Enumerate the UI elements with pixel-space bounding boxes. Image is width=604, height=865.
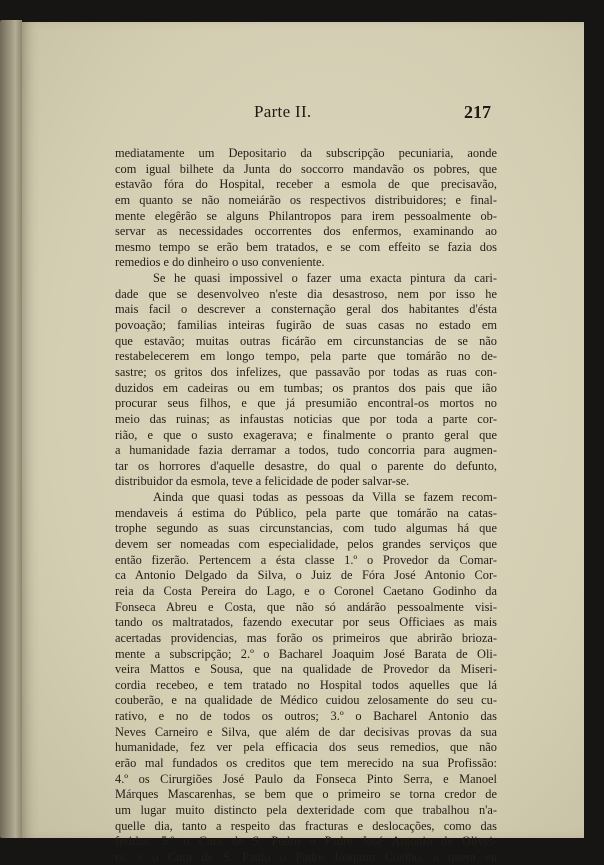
body-text — [115, 146, 497, 865]
text-line: devem ser nomeadas com especialidade, pelos grandes serviços que — [115, 537, 497, 552]
text-line: meio das ruinas; as infaustas noticias que por toda a parte cor- — [115, 411, 497, 426]
running-head — [22, 102, 584, 126]
text-line: tar os horrores d'aquelle desastre, do qual o parente do defunto, — [115, 458, 497, 473]
text-line: Fonseca Abreu e Costa, que não só andárão pessoalmente visi- — [115, 599, 497, 614]
text-line: com igual bilhete da Junta do soccorro mandavão os pobres, que — [115, 161, 497, 176]
text-line: Neves Carneiro e Silva, que além de dar decisivas provas da sua — [115, 724, 497, 739]
text-line: restabelecerem em longo tempo, pela parte que tomárão no de- — [115, 349, 497, 364]
text-line: trophe segundo as suas circunstancias, com tudo algumas há que — [115, 521, 497, 536]
text-line: dade que se desenvolveo n'este dia desastroso, nem por isso he — [115, 286, 497, 301]
running-title: Parte II. — [254, 102, 312, 121]
text-line: veira Mattos e Sousa, que na qualidade de Provedor da Miseri- — [115, 662, 497, 677]
text-line: cordia recebeo, e tem tratado no Hospital todos aquelles que lá — [115, 677, 497, 692]
text-line: Ainda que quasi todas as pessoas da Villa se fazem recom- — [153, 490, 497, 505]
text-line: rião, e que o susto exagerava; e finalmente o pranto geral que — [115, 427, 497, 442]
text-line: quelle dia, tanto a respeito das fracturas e deslocações, como das — [115, 818, 497, 833]
text-line: mente elegêrão se alguns Philantropos para irem pessoalmente ob- — [115, 208, 497, 223]
text-line: erão mal fundados os creditos que tem merecido na sua Profissão: — [115, 755, 497, 770]
text-line: mendaveis á estima do Público, pela parte que tomárão na catas- — [115, 505, 497, 520]
text-line: então fizerão. Pertencem a ésta classe 1.º o Provedor da Comar- — [115, 552, 497, 567]
text-line: povoação; familias inteiras fugirão de suas casas no estado em — [115, 318, 497, 333]
text-line: mesmo tempo se erão bem tratados, e se com effeito se fazia dos — [115, 239, 497, 254]
text-line: duzidos em cadeiras ou em tumbas; os prantos dos pais que ião — [115, 380, 497, 395]
text-line: estavão fóra do Hospital, receber a esmola de que precisavão, — [115, 177, 497, 192]
text-line: um lugar muito distincto pela dexteridade com que trabalhou n'a- — [115, 802, 497, 817]
text-line: reia da Costa Pereira do Lago, e o Coronel Caetano Godinho da — [115, 583, 497, 598]
text-line: sastre; os gritos dos infelizes, que passavão por todas as ruas con- — [115, 364, 497, 379]
text-line: tando os maltratados, fazendo executar por seus Officiaes as mais — [115, 615, 497, 630]
text-line: rativo, e no de todos os outros; 3.º o Bacharel Antonio das — [115, 709, 497, 724]
text-line: em quanto se não nomeiárão os respectivos distribuidores; e final- — [115, 192, 497, 207]
text-line: remedios e do dinheiro o uso conveniente. — [115, 255, 325, 270]
text-line: couberão, e na qualidade de Médico cuidou zelosamente do seu cu- — [115, 693, 497, 708]
text-line: ra, e o Cura de S. Paulo o Padre Joaquim Coelho, a quem eu — [115, 849, 497, 864]
text-line: que estavão; muitas outras ficárão em circunstancias de se não — [115, 333, 497, 348]
text-line: mediatamente um Depositario da subscripção pecuniaria, aonde — [115, 146, 497, 160]
text-line: humanidade, fez ver pela efficacia dos seus remedios, que não — [115, 740, 497, 755]
text-line: ca Antonio Delgado da Silva, o Juiz de Fóra José Antonio Cor- — [115, 568, 497, 583]
text-line: procurar seus filhos, e que já presumião encontral-os mortos no — [115, 396, 497, 411]
text-line: Se he quasi impossivel o fazer uma exacta pintura da cari- — [153, 271, 497, 286]
previous-page-edge — [0, 20, 22, 838]
text-line: servar as necessidades occorrentes dos enfermos, examinando ao — [115, 224, 497, 239]
text-line: mente a subscripção; 2.º o Bacharel Joaquim José Barata de Oli- — [115, 646, 497, 661]
text-line: acertadas providencias, mas forão os primeiros que abrirão brioza- — [115, 630, 497, 645]
book-page — [22, 22, 584, 864]
text-line: a humanidade fazia derramar a todos, tudo concorria para augmen- — [115, 443, 497, 458]
text-line: feridas: 5.º o Cura de S. Pedro o Padre José Antonio de Olivei- — [115, 834, 497, 849]
page-number: 217 — [464, 102, 491, 122]
text-line: 4.º os Cirurgiões José Paulo da Fonseca Pinto Serra, e Manoel — [115, 771, 497, 786]
text-line: distribuidor da esmola, teve a felicidade de poder salvar-se. — [115, 474, 410, 489]
text-line: mais facil o descrever a consternação geral dos habitantes d'ésta — [115, 302, 497, 317]
text-line: Márques Mascarenhas, se bem que o primeiro se torna credor de — [115, 787, 497, 802]
